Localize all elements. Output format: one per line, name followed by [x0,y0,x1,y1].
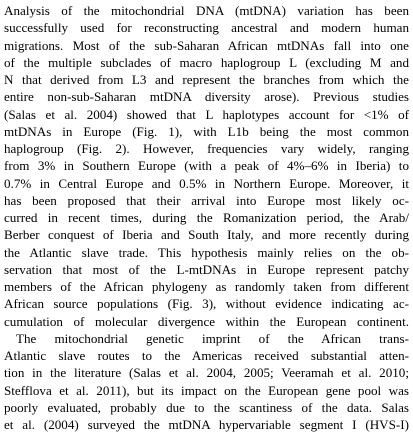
text-line: servation that most of the L-mtDNAs in Europe represent patchy [4,261,409,277]
text-line: mtDNAs in Europe (Fig. 1), with L1b being the most common [4,123,409,139]
text-line: haplogroup (Fig. 2). However, frequencies vary widely, ranging [4,141,409,156]
text-line: The mitochondrial genetic imprint of the African trans- [16,330,409,346]
text-line: members of the African phylogeny as randomly taken from different [4,279,409,294]
text-line: 0.7% in Central Europe and 0.5% in Northern Europe. Moreover, it [4,175,409,191]
text-line: poorly evaluated, probably due to the scantiness of the data. Salas [4,399,409,415]
text-line: entire non-sub-Saharan mtDNA diversity arose). Previous studies [4,89,409,105]
text-line: migrations. Most of the sub-Saharan African mtDNAs fall into one [4,37,409,53]
text-line: has been proposed that their arrival into Europe most likely oc- [4,192,409,208]
text-line: curred in recent times, during the Romanization period, the Arab/ [4,210,409,225]
text-line: N that derived from L3 and represent the branches from which the [4,72,409,87]
text-line: (Salas et al. 2004) showed that L haplotypes account for <1% of [4,106,409,122]
text-line: of the multiple subclades of macro haplogroup L (excluding M and [4,54,409,70]
text-line: et al. (2004) surveyed the mtDNA hypervariable segment I (HVS-I) [4,417,409,432]
text-line: Stefflova et al. 2011), but its impact on the European gene pool was [4,382,409,398]
text-line: cumulation of molecular divergence within the European continent. [4,313,409,329]
text-line: tion in the literature (Salas et al. 2004, 2005; Veeramah et al. 2010; [4,365,409,381]
text-line: successfully used for reconstructing ancestral and modern human [4,20,409,36]
paragraph-1 [4,2,409,330]
text-line: Berber conquest of Iberia and South Italy, and more recently during [4,227,409,243]
paragraph-2 [4,330,409,434]
text-line: Atlantic slave routes to the Americas received substantial atten- [4,348,409,363]
text-line: African source populations (Fig. 3), without evidence indicating ac- [4,296,409,312]
text-line: Analysis of the mitochondrial DNA (mtDNA) variation has been [4,3,409,18]
text-line: the Atlantic slave trade. This hypothesis mainly relies on the ob- [4,244,409,260]
text-line: from 3% in Southern Europe (with a peak of 4%–6% in Iberia) to [4,158,409,174]
